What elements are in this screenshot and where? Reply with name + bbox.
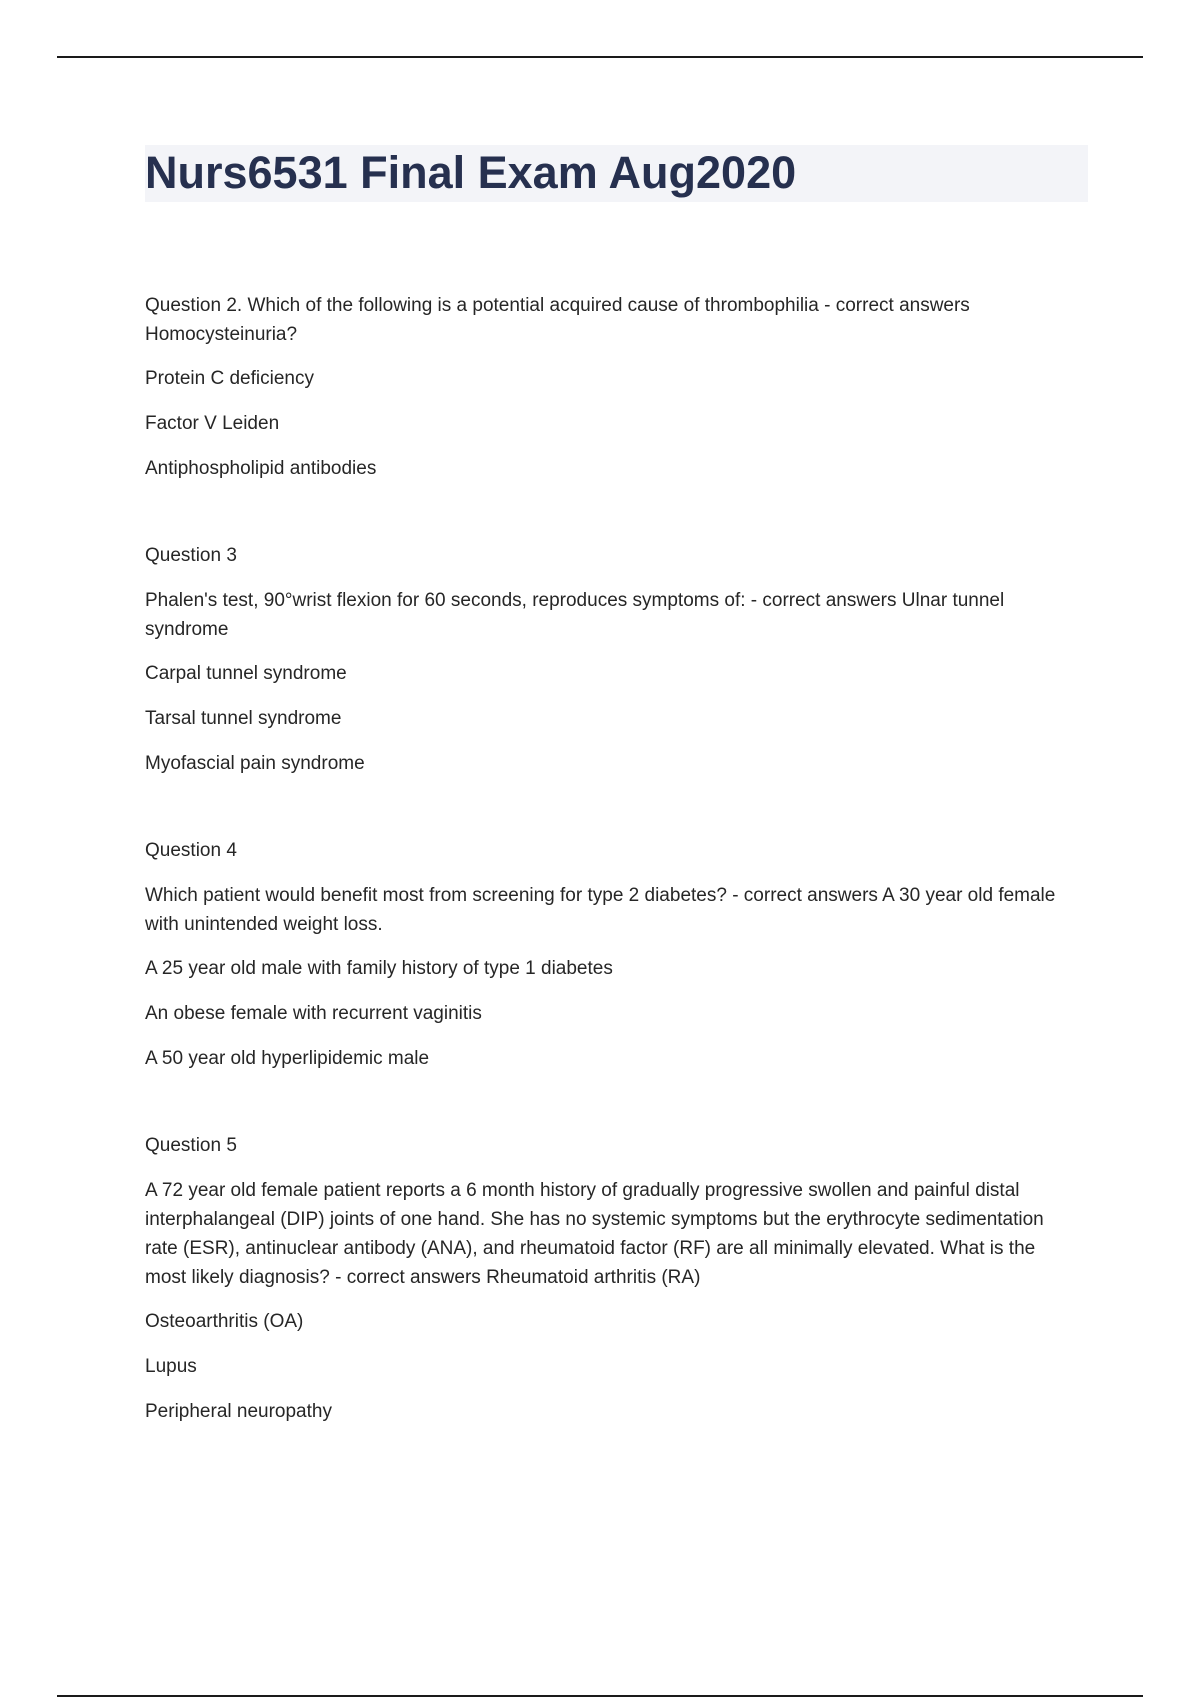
- question-block-5: [145, 1131, 1075, 1426]
- answer-option: Protein C deficiency: [145, 368, 314, 389]
- question-block-2: [145, 291, 1075, 483]
- answer-option: Tarsal tunnel syndrome: [145, 708, 342, 729]
- document-body: [145, 291, 1075, 1426]
- answer-option: An obese female with recurrent vaginitis: [145, 1003, 482, 1024]
- answer-option: Osteoarthritis (OA): [145, 1311, 304, 1332]
- answer-option: Carpal tunnel syndrome: [145, 663, 347, 684]
- answer-option: A 50 year old hyperlipidemic male: [145, 1048, 430, 1069]
- question-heading: Question 4: [145, 840, 237, 861]
- answer-option: Peripheral neuropathy: [145, 1401, 332, 1422]
- answer-option: Factor V Leiden: [145, 413, 280, 434]
- question-text: Phalen's test, 90°wrist flexion for 60 seconds, reproduces symptoms of: - correct answers Ulnar tunnel syndrome: [145, 590, 1005, 640]
- header-rule: [57, 56, 1143, 58]
- question-text: A 72 year old female patient reports a 6 month history of gradually progressive swollen and painful distal interphalangeal (DIP) joints of one hand. She has no systemic symptoms but the erythrocyte sedimentation rate (ESR), antinuclear antibody (ANA), and rheumatoid factor (RF) are all minimally elevated. What is the most likely diagnosis? - correct answers Rheumatoid arthritis (RA): [145, 1180, 1044, 1288]
- footer-rule: [57, 1695, 1143, 1697]
- question-text: Which patient would benefit most from screening for type 2 diabetes? - correct answers A 30 year old female with unintended weight loss.: [145, 885, 1056, 935]
- answer-option: Antiphospholipid antibodies: [145, 458, 377, 479]
- question-heading: Question 5: [145, 1135, 237, 1156]
- answer-option: Myofascial pain syndrome: [145, 753, 365, 774]
- question-text: Question 2. Which of the following is a potential acquired cause of thrombophilia - correct answers Homocysteinuria?: [145, 295, 970, 345]
- question-heading: Question 3: [145, 545, 237, 566]
- answer-option: A 25 year old male with family history of type 1 diabetes: [145, 958, 613, 979]
- document-title: Nurs6531 Final Exam Aug2020: [145, 147, 797, 198]
- question-block-3: [145, 541, 1075, 778]
- answer-option: Lupus: [145, 1356, 197, 1377]
- question-block-4: [145, 836, 1075, 1073]
